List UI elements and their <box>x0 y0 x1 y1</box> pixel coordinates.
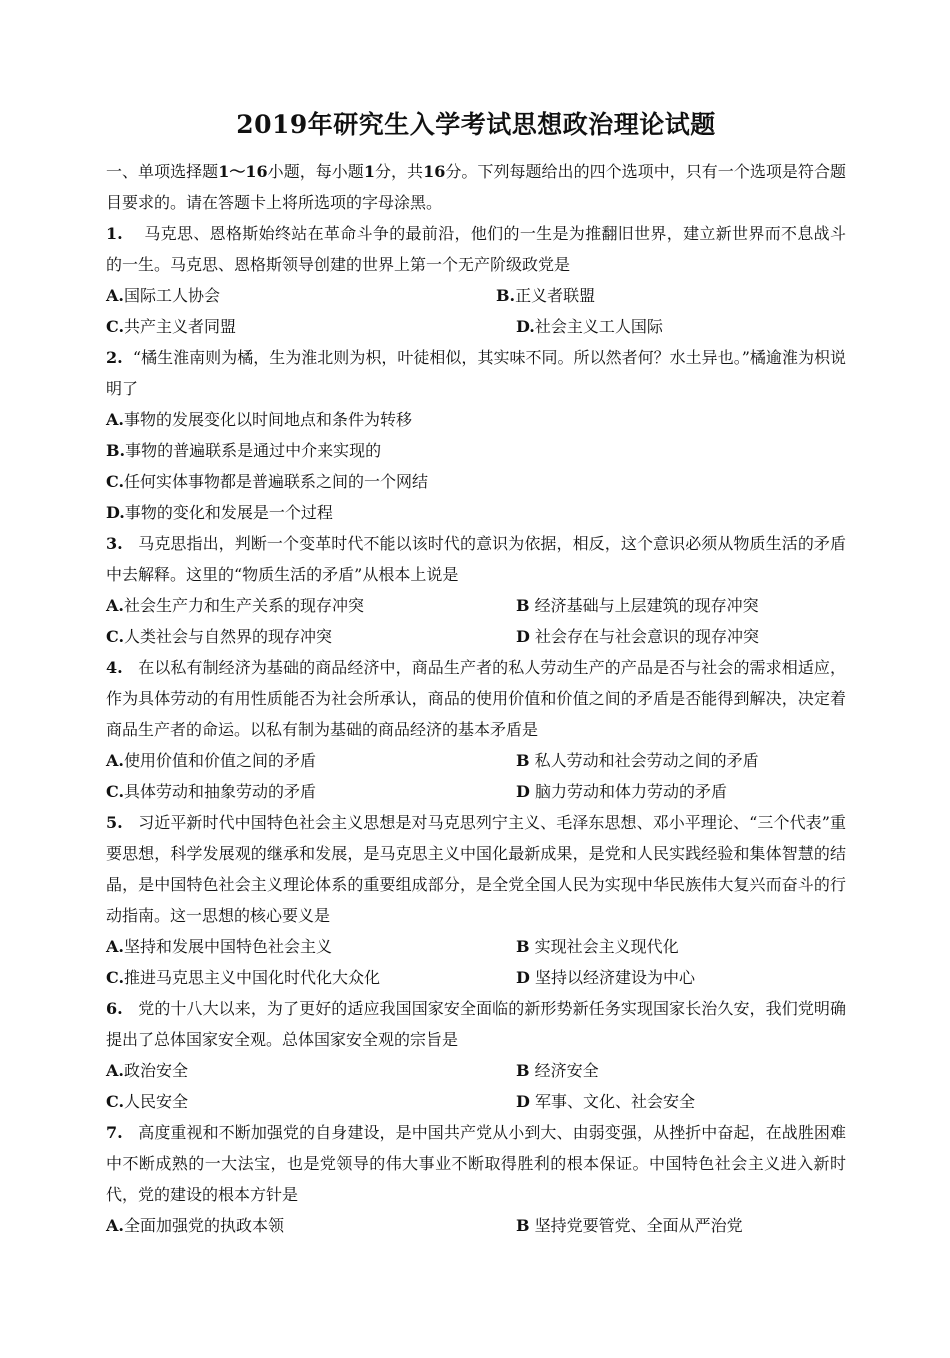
options-row <box>106 280 846 311</box>
option-b: B 实现社会主义现代化 <box>516 937 679 956</box>
option-b: B.正义者联盟 <box>496 286 596 305</box>
options-row <box>106 776 846 807</box>
option-b: B 私人劳动和社会劳动之间的矛盾 <box>516 751 759 770</box>
question-4: 4. 在以私有制经济为基础的商品经济中，商品生产者的私人劳动生产的产品是否与社会的需求相适应，作为具体劳动的有用性质能否为社会所承认，商品的使用价值和价值之间的矛盾是否能得到解决，决定着商品生产者的命运。以私有制为基础的商品经济的基本矛盾是 <box>106 658 846 739</box>
option-c: C.任何实体事物都是普遍联系之间的一个网结 <box>106 472 429 491</box>
options-row <box>106 311 846 342</box>
option-c: C.人类社会与自然界的现存冲突 <box>106 627 333 646</box>
options-row <box>106 745 846 776</box>
question-5: 5. 习近平新时代中国特色社会主义思想是对马克思列宁主义、毛泽东思想、邓小平理论、“三个代表”重要思想，科学发展观的继承和发展，是马克思主义中国化最新成果，是党和人民实践经验和集体智慧的结晶，是中国特色社会主义理论体系的重要组成部分，是全党全国人民为实现中华民族伟大复兴而奋斗的行动指南。这一思想的核心要义是 <box>106 813 846 925</box>
option-c: C.具体劳动和抽象劳动的矛盾 <box>106 782 317 801</box>
option-c: C.人民安全 <box>106 1092 189 1111</box>
option-b: B 坚持党要管党、全面从严治党 <box>516 1216 743 1235</box>
option-a: A.坚持和发展中国特色社会主义 <box>106 937 332 956</box>
option-a: A.使用价值和价值之间的矛盾 <box>106 751 316 770</box>
option-a: A.事物的发展变化以时间地点和条件为转移 <box>106 410 412 429</box>
page-title: 2019年研究生入学考试思想政治理论试题 <box>236 110 716 139</box>
options-row <box>106 621 846 652</box>
option-a: A.全面加强党的执政本领 <box>106 1216 284 1235</box>
option-d: D 坚持以经济建设为中心 <box>516 968 695 987</box>
option-d: D.事物的变化和发展是一个过程 <box>106 503 333 522</box>
question-2: 2. “橘生淮南则为橘，生为淮北则为枳，叶徒相似，其实味不同。所以然者何？水土异也。”橘逾淮为枳说明了 <box>106 348 847 398</box>
options-row <box>106 590 846 621</box>
option-a: A.政治安全 <box>106 1061 188 1080</box>
option-b: B.事物的普遍联系是通过中介来实现的 <box>106 441 382 460</box>
options-row <box>106 1086 846 1117</box>
option-a: A.国际工人协会 <box>106 286 220 305</box>
question-7: 7. 高度重视和不断加强党的自身建设，是中国共产党从小到大、由弱变强，从挫折中奋起，在战胜困难中不断成熟的一大法宝，也是党领导的伟大事业不断取得胜利的根本保证。中国特色社会主义进入新时代，党的建设的根本方针是 <box>106 1123 846 1204</box>
question-6: 6. 党的十八大以来，为了更好的适应我国国家安全面临的新形势新任务实现国家长治久安，我们党明确提出了总体国家安全观。总体国家安全观的宗旨是 <box>106 999 846 1049</box>
option-d: D 社会存在与社会意识的现存冲突 <box>516 627 759 646</box>
option-c: C.共产主义者同盟 <box>106 317 237 336</box>
option-d: D 脑力劳动和体力劳动的矛盾 <box>516 782 727 801</box>
question-1: 1. 马克思、恩格斯始终站在革命斗争的最前沿，他们的一生是为推翻旧世界，建立新世界而不息战斗的一生。马克思、恩格斯领导创建的世界上第一个无产阶级政党是 <box>106 224 846 274</box>
option-b: B 经济安全 <box>516 1061 599 1080</box>
option-a: A.社会生产力和生产关系的现存冲突 <box>106 596 364 615</box>
option-d: D 军事、文化、社会安全 <box>516 1092 695 1111</box>
instructions: 一、单项选择题1～16小题，每小题1分，共16分。下列每题给出的四个选项中，只有一个选项是符合题目要求的。请在答题卡上将所选项的字母涂黑。 <box>106 162 846 212</box>
exam-page <box>106 100 846 1241</box>
options-row <box>106 931 846 962</box>
options-row <box>106 1210 846 1241</box>
option-c: C.推进马克思主义中国化时代化大众化 <box>106 968 381 987</box>
option-b: B 经济基础与上层建筑的现存冲突 <box>516 596 759 615</box>
question-3: 3. 马克思指出，判断一个变革时代不能以该时代的意识为依据，相反，这个意识必须从物质生活的矛盾中去解释。这里的“物质生活的矛盾”从根本上说是 <box>106 534 846 584</box>
option-d: D.社会主义工人国际 <box>516 317 663 336</box>
options-row <box>106 962 846 993</box>
options-row <box>106 1055 846 1086</box>
